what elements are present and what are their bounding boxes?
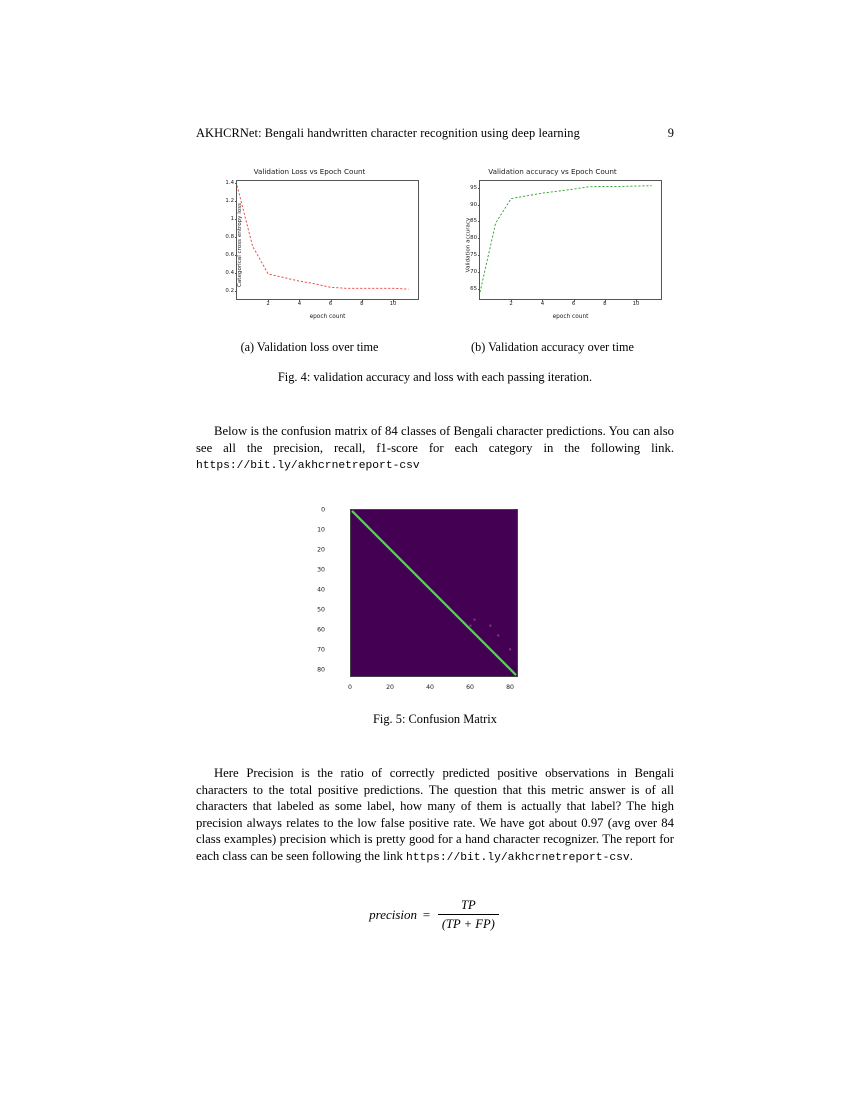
xtick-acc: 4 bbox=[540, 301, 545, 307]
running-head-title: AKHCRNet: Bengali handwritten character recognition using deep learning bbox=[196, 126, 580, 140]
loss-series bbox=[237, 181, 418, 299]
cm-xtick: 60 bbox=[466, 684, 474, 691]
ytick-loss: 0.4 bbox=[225, 269, 234, 276]
confusion-matrix-plot bbox=[350, 509, 518, 677]
report-link-1[interactable]: https://bit.ly/akhcrnetreport-csv bbox=[196, 460, 420, 473]
ytick-loss: 1 bbox=[230, 215, 234, 222]
ytick-acc: 95 bbox=[470, 184, 477, 191]
cm-ytick: 70 bbox=[317, 646, 325, 654]
report-link-2[interactable]: https://bit.ly/akhcrnetreport-csv bbox=[405, 851, 630, 864]
figure-5 bbox=[317, 505, 528, 695]
cm-xtick: 20 bbox=[386, 684, 394, 691]
chart-ylabel-loss: Categorical cross entropy loss bbox=[237, 202, 244, 288]
xtick-acc: 10 bbox=[632, 301, 640, 307]
chart-ylabel-acc: Validation accuracy bbox=[465, 217, 472, 273]
paragraph-confusion-matrix bbox=[196, 423, 674, 475]
paragraph-2-text-end: . bbox=[629, 848, 633, 863]
cm-ytick: 10 bbox=[317, 526, 325, 534]
xtick-loss: 6 bbox=[328, 301, 333, 307]
subfigure-caption-b: (b) Validation accuracy over time bbox=[471, 340, 634, 354]
figure-4 bbox=[196, 166, 674, 354]
subfigure-caption-a: (a) Validation loss over time bbox=[240, 340, 379, 354]
chart-title-acc: Validation accuracy vs Epoch Count bbox=[488, 167, 617, 176]
figure-5-caption: Fig. 5: Confusion Matrix bbox=[373, 712, 497, 726]
cm-xtick: 40 bbox=[426, 684, 434, 691]
ytick-acc: 80 bbox=[470, 235, 477, 242]
xtick-acc: 2 bbox=[509, 301, 513, 307]
cm-ytick: 80 bbox=[317, 666, 325, 674]
plot-frame-loss bbox=[225, 179, 419, 307]
precision-equation bbox=[196, 898, 674, 932]
ytick-acc: 65 bbox=[470, 285, 477, 292]
paragraph-1-text: Below is the confusion matrix of 84 classes of Bengali character predictions. You can also see all the precision, recall, f1-score for each category in the following link. bbox=[196, 424, 674, 455]
ytick-loss: 1.2 bbox=[225, 197, 234, 204]
page-number: 9 bbox=[667, 126, 674, 140]
equation-equals: = bbox=[422, 907, 431, 922]
ytick-acc: 90 bbox=[470, 201, 477, 208]
ytick-acc: 75 bbox=[470, 252, 477, 259]
equation-numerator: TP bbox=[460, 898, 476, 912]
cm-ytick: 30 bbox=[317, 566, 325, 574]
xtick-acc: 8 bbox=[603, 301, 607, 307]
chart-title-loss: Validation Loss vs Epoch Count bbox=[253, 167, 366, 176]
equation-fraction bbox=[438, 898, 499, 932]
cm-ytick: 50 bbox=[317, 606, 325, 614]
xtick-acc: 6 bbox=[571, 301, 576, 307]
equation-denominator: (TP + FP) bbox=[438, 914, 499, 932]
xtick-loss: 8 bbox=[360, 301, 364, 307]
chart-xlabel-acc: epoch count bbox=[552, 314, 589, 320]
xtick-loss: 10 bbox=[389, 301, 397, 307]
cm-ytick: 20 bbox=[317, 546, 325, 554]
cm-ytick: 0 bbox=[321, 506, 325, 514]
cm-ytick: 40 bbox=[317, 586, 325, 594]
paragraph-precision bbox=[196, 765, 674, 867]
cm-xtick: 80 bbox=[506, 684, 514, 691]
ytick-acc: 70 bbox=[470, 268, 477, 275]
confusion-matrix-diagonal bbox=[351, 510, 517, 676]
paragraph-2-text: Here Precision is the ratio of correctly predicted positive observations in Bengali characters to the total positive predictions. The question that this metric answer is of all characters that labeled as some label, how many of them is actually that label? The high precision always relates to the low false positive rate. We have got about 0.97 (avg over 84 class examples) precision which is pretty good for a hand character recognizer. The report for each class can be seen following the link bbox=[196, 766, 674, 863]
ytick-loss: 0.2 bbox=[225, 287, 234, 294]
plot-frame-acc bbox=[470, 180, 662, 307]
cm-ytick: 60 bbox=[317, 626, 325, 634]
ytick-loss: 1.4 bbox=[225, 179, 234, 186]
ytick-loss: 0.8 bbox=[225, 233, 234, 240]
equation-lhs: precision bbox=[369, 907, 418, 922]
accuracy-series bbox=[480, 181, 661, 299]
cm-xtick: 0 bbox=[348, 684, 352, 691]
validation-loss-chart bbox=[196, 166, 423, 324]
running-head bbox=[196, 126, 674, 141]
ytick-loss: 0.6 bbox=[225, 251, 234, 258]
validation-accuracy-chart bbox=[439, 166, 666, 324]
ytick-acc: 85 bbox=[470, 218, 477, 225]
chart-xlabel-loss: epoch count bbox=[309, 314, 346, 320]
figure-4-caption: Fig. 4: validation accuracy and loss with each passing iteration. bbox=[277, 370, 593, 384]
xtick-loss: 4 bbox=[297, 301, 302, 307]
xtick-loss: 2 bbox=[266, 301, 270, 307]
